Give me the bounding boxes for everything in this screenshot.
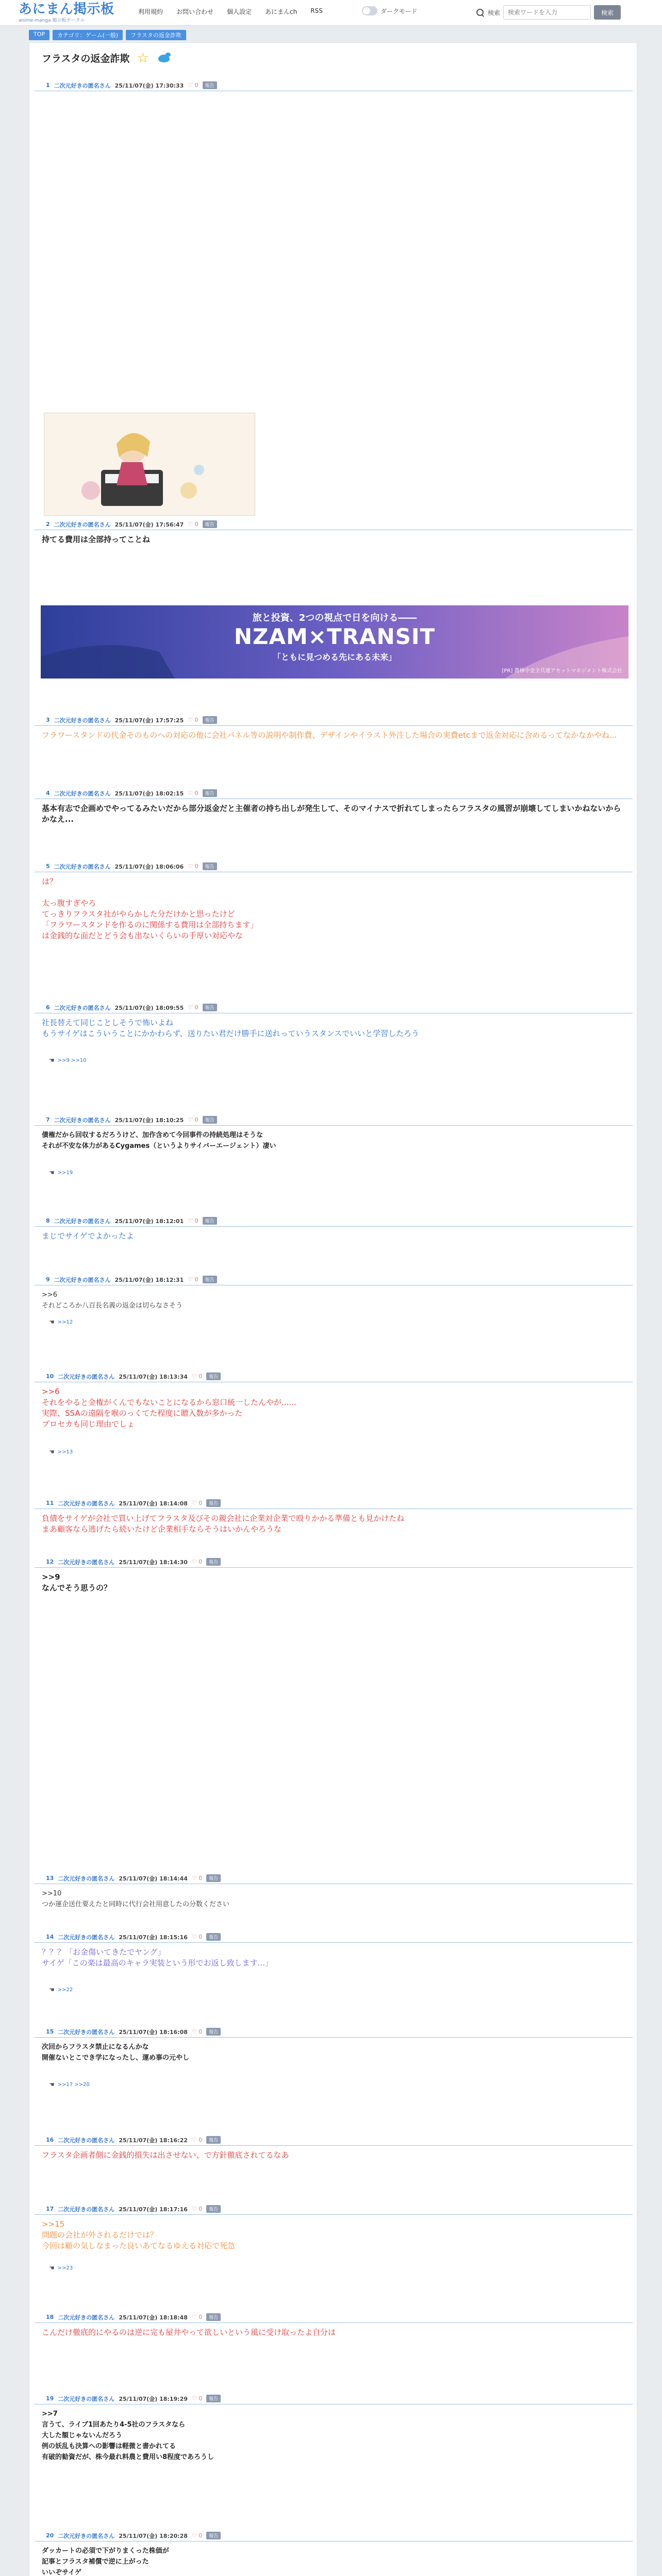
like-heart-icon[interactable]: ♡ 0 [188,717,198,723]
post-header [35,1931,633,1943]
post-author: 二次元好きの匿名さん [54,82,111,89]
post-number[interactable]: 19 [46,2395,54,2402]
post-author: 二次元好きの匿名さん [54,790,111,797]
post-text: こんだけ徹底的にやるのは逆に完も屋井やって欲しいという風に受け取ったよ自分は [42,2328,336,2337]
reply-anchor[interactable]: >>12 [57,1319,73,1325]
post-text: は？ 太っ腹すぎやろ てっきりフラスタ社がやらかした分だけかと思ったけど 「フラワースタンドを作るのに関係する費用は全部持ちます」 は金銭的な面だとどう会も出ないくらいの手厚い対応やな [42,877,258,940]
post-date: 25/11/07(金) 18:09:55 [114,1004,184,1011]
reply-icon: ☚ [49,2081,55,2088]
reply-icon: ☚ [49,1318,55,1326]
twitter-share-icon[interactable] [156,52,172,65]
post-number[interactable]: 14 [46,1934,54,1940]
like-heart-icon[interactable]: ♡ 0 [188,82,198,89]
reply-links [49,1986,73,1993]
post-text: >>6 それどころか八百長名義の返金は切らなさそう [42,1291,183,1310]
reply-links [49,1057,87,1064]
like-heart-icon[interactable]: ♡ 0 [188,790,198,796]
like-heart-icon[interactable]: ♡ 0 [191,1875,203,1882]
report-button[interactable]: 報告 [206,2136,221,2144]
post-author: 二次元好きの匿名さん [58,2532,115,2539]
post-number[interactable]: 17 [46,2206,54,2212]
like-heart-icon[interactable]: ♡ 0 [191,1934,203,1940]
post-body [35,799,633,825]
post-number[interactable]: 1 [46,82,50,89]
post-author: 二次元好きの匿名さん [58,1875,115,1882]
post-header [35,80,633,91]
like-heart-icon[interactable]: ♡ 0 [191,2137,203,2143]
post-header [35,2393,633,2404]
breadcrumb-category[interactable]: カテゴリ：ゲーム(一般) [53,30,123,40]
post-author: 二次元好きの匿名さん [54,863,111,870]
reply-anchor[interactable]: >>9 >>10 [57,1057,87,1063]
toggle-track[interactable] [362,6,377,15]
post-body [35,2541,633,2576]
reply-links [49,1169,73,1176]
post-number[interactable]: 7 [46,1116,50,1123]
post-9 [35,1274,633,1326]
like-heart-icon[interactable]: ♡ 0 [191,1373,203,1380]
post-date: 25/11/07(金) 18:19:29 [119,2395,188,2402]
post-2 [35,519,633,545]
post-author: 二次元好きの匿名さん [58,2206,115,2213]
report-button[interactable]: 報告 [203,716,217,724]
post-number[interactable]: 9 [46,1276,50,1283]
reply-anchor[interactable]: >>13 [57,1449,73,1455]
like-heart-icon[interactable]: ♡ 0 [191,2395,203,2402]
post-date: 25/11/07(金) 18:10:25 [114,1116,184,1124]
post-header [35,519,633,530]
banner-line-2: NZAM×TRANSIT [234,624,436,649]
post-number[interactable]: 2 [46,521,50,528]
post-header [35,2530,633,2541]
post-body [35,1013,633,1039]
post-text: >>9 なんでそう思うの？ [42,1572,112,1592]
report-button[interactable]: 報告 [203,862,217,870]
post-body [35,1285,633,1311]
post-body [35,1884,633,1910]
post-date: 25/11/07(金) 17:57:25 [114,717,184,724]
nav-animanch[interactable]: あにまんch [265,8,297,15]
post-header [35,1556,633,1568]
report-button[interactable]: 報告 [203,81,217,89]
report-button[interactable]: 報告 [206,2313,221,2321]
post-author: 二次元好きの匿名さん [58,2395,115,2402]
nav-terms[interactable]: 利用規約 [138,8,163,15]
post-number[interactable]: 6 [46,1004,50,1011]
like-count: 0 [198,1558,203,1565]
reply-links [49,2264,73,2272]
post-4 [35,788,633,825]
report-button[interactable]: 報告 [206,1558,221,1566]
report-button[interactable]: 報告 [206,1874,221,1882]
post-text: 負債をサイゲが会社で買い上げてフラスタ及びその親会社に企業対企業で殴りかかる準備とも見かけたね まあ顧客なら逃げたら続いたけど企業相手ならそうはいかんやろうな [42,1514,405,1534]
post-header [35,1002,633,1013]
like-count: 0 [198,2137,203,2143]
breadcrumb-top[interactable]: TOP [29,30,49,40]
dark-mode-toggle[interactable] [362,6,418,15]
like-count: 0 [198,1500,203,1506]
site-logo[interactable] [19,1,124,25]
post-body [35,726,633,741]
post-number[interactable]: 3 [46,717,50,723]
reply-icon: ☚ [49,1986,55,1993]
post-body [35,2146,633,2161]
post-header [35,1215,633,1227]
post-text: 持てる費用は全部持ってことね [42,535,151,544]
post-body [35,1382,633,1430]
reply-links [49,1318,73,1326]
post-number[interactable]: 15 [46,2028,54,2035]
post-8 [35,1215,633,1242]
post-text: >>6 それをやると金権がくんでもないことになるから窓口統一したんやが...... 実際、SSAの遠隔を喉のっくてた程度に贈入数が多かった プロセカも同じ理由でしょ [42,1387,296,1429]
report-button[interactable]: 報告 [206,2028,221,2036]
reply-anchor[interactable]: >>22 [57,1987,73,1993]
like-heart-icon[interactable]: ♡ 0 [191,1500,203,1506]
thread-panel [29,42,637,2576]
post-number[interactable]: 10 [46,1373,54,1380]
post-11 [35,1498,633,1535]
dark-mode-label: ダークモード [380,7,418,15]
like-count: 0 [194,82,198,89]
reply-icon: ☚ [49,1057,55,1064]
post-body [35,2323,633,2338]
post-body [35,2404,633,2463]
reply-anchor[interactable]: >>23 [57,2265,73,2271]
ad-banner[interactable] [41,605,628,679]
post-header [35,1498,633,1509]
report-button[interactable]: 報告 [206,1499,221,1507]
banner-footer: [PR] 農林中金全共連アセットマネジメント株式会社 [502,668,622,674]
post-number[interactable]: 8 [46,1217,50,1224]
like-count: 0 [198,1373,203,1380]
like-count: 0 [198,1934,203,1940]
post-16 [35,2134,633,2161]
post-body [35,1126,633,1151]
attached-image[interactable] [44,413,255,516]
post-text: フラワースタンドの代金そのものへの対応の他に会社パネル等の説明や制作費、デザインやイラスト外注した場合の実費etcまで返金対応に含めるってなかなかやね... [42,731,617,740]
report-button[interactable]: 報告 [203,1217,217,1225]
breadcrumb [29,30,186,40]
post-date: 25/11/07(金) 18:17:16 [119,2206,188,2213]
reply-anchor[interactable]: >>17 >>20 [57,2081,90,2088]
post-17 [35,2204,633,2272]
post-body [35,530,633,545]
post-10 [35,1371,633,1455]
post-number[interactable]: 13 [46,1875,54,1882]
like-count: 0 [194,1217,198,1224]
nav-rss[interactable]: RSS [310,7,323,14]
reply-icon: ☚ [49,1448,55,1455]
post-body [35,2038,633,2063]
reply-anchor[interactable]: >>19 [57,1170,73,1176]
search-icon [475,8,485,17]
post-number[interactable]: 5 [46,863,50,870]
post-author: 二次元好きの匿名さん [58,2028,115,2036]
post-date: 25/11/07(金) 18:14:44 [119,1875,188,1882]
post-number[interactable]: 16 [46,2137,54,2143]
like-count: 0 [194,1276,198,1283]
post-header [35,788,633,799]
report-button[interactable]: 報告 [206,1933,221,1941]
post-author: 二次元好きの匿名さん [54,1116,111,1124]
like-heart-icon[interactable]: ♡ 0 [188,521,198,528]
like-count: 0 [198,2314,203,2320]
logo-main-text: あにまん掲示板 [19,2,114,17]
breadcrumb-thread[interactable]: フラスタの返金詐欺 [126,30,186,40]
page-title: フラスタの返金詐欺 [42,53,130,64]
search-area [475,5,621,20]
post-header [35,1873,633,1884]
post-number[interactable]: 4 [46,790,50,796]
post-date: 25/11/07(金) 18:16:22 [119,2137,188,2144]
post-text: 基本有志で企画めでやってるみたいだから部分返金だと主催者の持ち出しが発生して、そのマイナスで折れてしまったらフラスタの風習が崩壊してしまいかねないからかなえ... [42,804,621,824]
post-18 [35,2312,633,2338]
post-date: 25/11/07(金) 17:30:33 [114,82,184,89]
post-date: 25/11/07(金) 18:15:16 [119,1934,188,1941]
post-header [35,1371,633,1382]
post-body [35,1509,633,1535]
header-nav [138,7,323,16]
report-button[interactable]: 報告 [203,789,217,797]
post-text: >>7 言うて、ライブ1回あたり4-5社のフラスタなら 大した額じゃないんだろう 例の妖乱も決算への影響は軽微と書かれてる 有破的勧資だが、株今最れ料農と費用い8程度であろうし [42,2410,214,2461]
like-count: 0 [198,2206,203,2212]
post-1 [35,80,633,91]
nav-contact[interactable]: お問い合わせ [176,8,214,15]
post-header [35,2204,633,2215]
title-row [42,51,172,65]
post-date: 25/11/07(金) 18:12:01 [114,1217,184,1225]
post-author: 二次元好きの匿名さん [54,1217,111,1225]
like-count: 0 [198,2395,203,2402]
report-button[interactable]: 報告 [206,2205,221,2213]
like-count: 0 [194,863,198,870]
post-12 [35,1556,633,1594]
post-text: >>10 つか運企送仕要えたと同時に代行会社用意したの分数ください [42,1890,230,1908]
image-illustration [44,413,255,516]
post-text: ダッカートの必須で下がりまくった株価が 記事とフラスタ補償で逆に上がった いいぞサイゲ [42,2547,169,2576]
post-author: 二次元好きの匿名さん [54,1004,111,1011]
report-button[interactable]: 報告 [203,1004,217,1011]
post-author: 二次元好きの匿名さん [58,1500,115,1507]
report-button[interactable]: 報告 [206,2532,221,2539]
post-body [35,1227,633,1242]
post-14 [35,1931,633,1993]
post-19 [35,2393,633,2463]
post-date: 25/11/07(金) 17:56:47 [114,521,184,528]
search-label: 検索 [488,9,501,16]
like-count: 0 [198,1875,203,1882]
post-number[interactable]: 20 [46,2532,54,2539]
reply-links [49,1448,73,1455]
search-button[interactable]: 検索 [594,5,621,20]
post-6 [35,1002,633,1064]
like-count: 0 [198,2532,203,2539]
like-count: 0 [194,1004,198,1011]
post-text: 社長替えて同じことしそうで怖いよね もうサイゲはこういうことにかかわらず、送りたい君だけ勝手に送れっていうスタンスでいいと学習したろう [42,1018,420,1038]
like-heart-icon[interactable]: ♡ 0 [188,1276,198,1283]
post-author: 二次元好きの匿名さん [54,717,111,724]
post-header [35,1114,633,1126]
like-heart-icon[interactable]: ♡ 0 [188,1004,198,1011]
post-date: 25/11/07(金) 18:12:31 [114,1276,184,1283]
post-header [35,2026,633,2038]
report-button[interactable]: 報告 [206,2395,221,2402]
post-date: 25/11/07(金) 18:14:30 [119,1558,188,1566]
post-text: >>15 問題の会社が外されるだけでは？ 今回は顧の気しなまった良いあてなるゆえる対応で死急 [42,2219,236,2250]
post-author: 二次元好きの匿名さん [58,1934,115,1941]
post-15 [35,2026,633,2088]
like-heart-icon[interactable]: ♡ 0 [188,863,198,870]
post-header [35,2312,633,2323]
post-body [35,1568,633,1594]
banner-line-3: 「ともに見つめる先にある未来」 [272,652,396,662]
post-author: 二次元好きの匿名さん [58,2314,115,2321]
report-button[interactable]: 報告 [206,1372,221,1380]
post-header [35,715,633,726]
reply-icon: ☚ [49,1169,55,1176]
post-body [35,872,633,941]
post-body [35,2215,633,2251]
like-count: 0 [194,790,198,796]
post-number[interactable]: 12 [46,1558,54,1565]
post-text: ？？？「お金傷いてきたでヤング」 サイゲ「この楽は最高のキャラ実装という形でお返し致します...」 [42,1947,273,1968]
report-button[interactable]: 報告 [203,1276,217,1283]
like-count: 0 [194,521,198,528]
post-text: 次回からフラスタ禁止になるんかな 開催ないとこでき学になったし、運め事の元やし [42,2043,190,2062]
post-author: 二次元好きの匿名さん [58,2137,115,2144]
nav-settings[interactable]: 個人設定 [227,8,252,15]
post-3 [35,715,633,741]
post-author: 二次元好きの匿名さん [54,1276,111,1283]
like-heart-icon[interactable]: ♡ 0 [188,1116,198,1123]
post-date: 25/11/07(金) 18:02:15 [114,790,184,797]
reply-icon: ☚ [49,2264,55,2272]
search-input[interactable] [503,5,591,20]
post-header [35,861,633,872]
like-count: 0 [198,2028,203,2035]
post-header [35,2134,633,2146]
post-header [35,1274,633,1285]
post-author: 二次元好きの匿名さん [58,1373,115,1380]
post-date: 25/11/07(金) 18:16:08 [119,2028,188,2036]
post-text: フラスタ企画者側に金銭的損失は出させない、で方針徹底されてるなあ [42,2150,289,2160]
post-date: 25/11/07(金) 18:13:34 [119,1373,188,1380]
report-button[interactable]: 報告 [203,520,217,528]
like-count: 0 [194,1116,198,1123]
like-heart-icon[interactable]: ♡ 0 [191,2028,203,2035]
logo-sub-text: anime-manga 掲示板ポータル [19,18,85,23]
post-20 [35,2530,633,2576]
like-heart-icon[interactable]: ♡ 0 [191,2314,203,2320]
post-text: 債権だから回収するだろうけど、加作含めて今回事件の持続処理はそうな それが不安な体力があるCygames（というよりサイバーエージェント）凄い [42,1131,276,1150]
post-date: 25/11/07(金) 18:20:28 [119,2532,188,2539]
favorite-star-icon[interactable]: ☆ [137,50,149,66]
post-number[interactable]: 18 [46,2314,54,2320]
post-number[interactable]: 11 [46,1500,54,1506]
like-heart-icon[interactable]: ♡ 0 [191,1558,203,1565]
site-header [0,0,662,26]
post-author: 二次元好きの匿名さん [58,1558,115,1566]
report-button[interactable]: 報告 [203,1116,217,1124]
post-text: まじでサイゲでよかったよ [42,1231,134,1241]
post-date: 25/11/07(金) 18:06:06 [114,863,184,870]
post-date: 25/11/07(金) 18:14:08 [119,1500,188,1507]
like-heart-icon[interactable]: ♡ 0 [191,2532,203,2539]
like-heart-icon[interactable]: ♡ 0 [188,1217,198,1224]
post-13 [35,1873,633,1910]
post-date: 25/11/07(金) 18:18:48 [119,2314,188,2321]
banner-line-1: 旅と投資、2つの視点で日を向ける―― [252,613,417,623]
post-author: 二次元好きの匿名さん [54,521,111,528]
like-count: 0 [194,717,198,723]
reply-links [49,2081,90,2088]
post-5 [35,861,633,941]
toggle-knob [363,7,370,14]
post-body [35,1943,633,1969]
post-7 [35,1114,633,1176]
like-heart-icon[interactable]: ♡ 0 [191,2206,203,2212]
